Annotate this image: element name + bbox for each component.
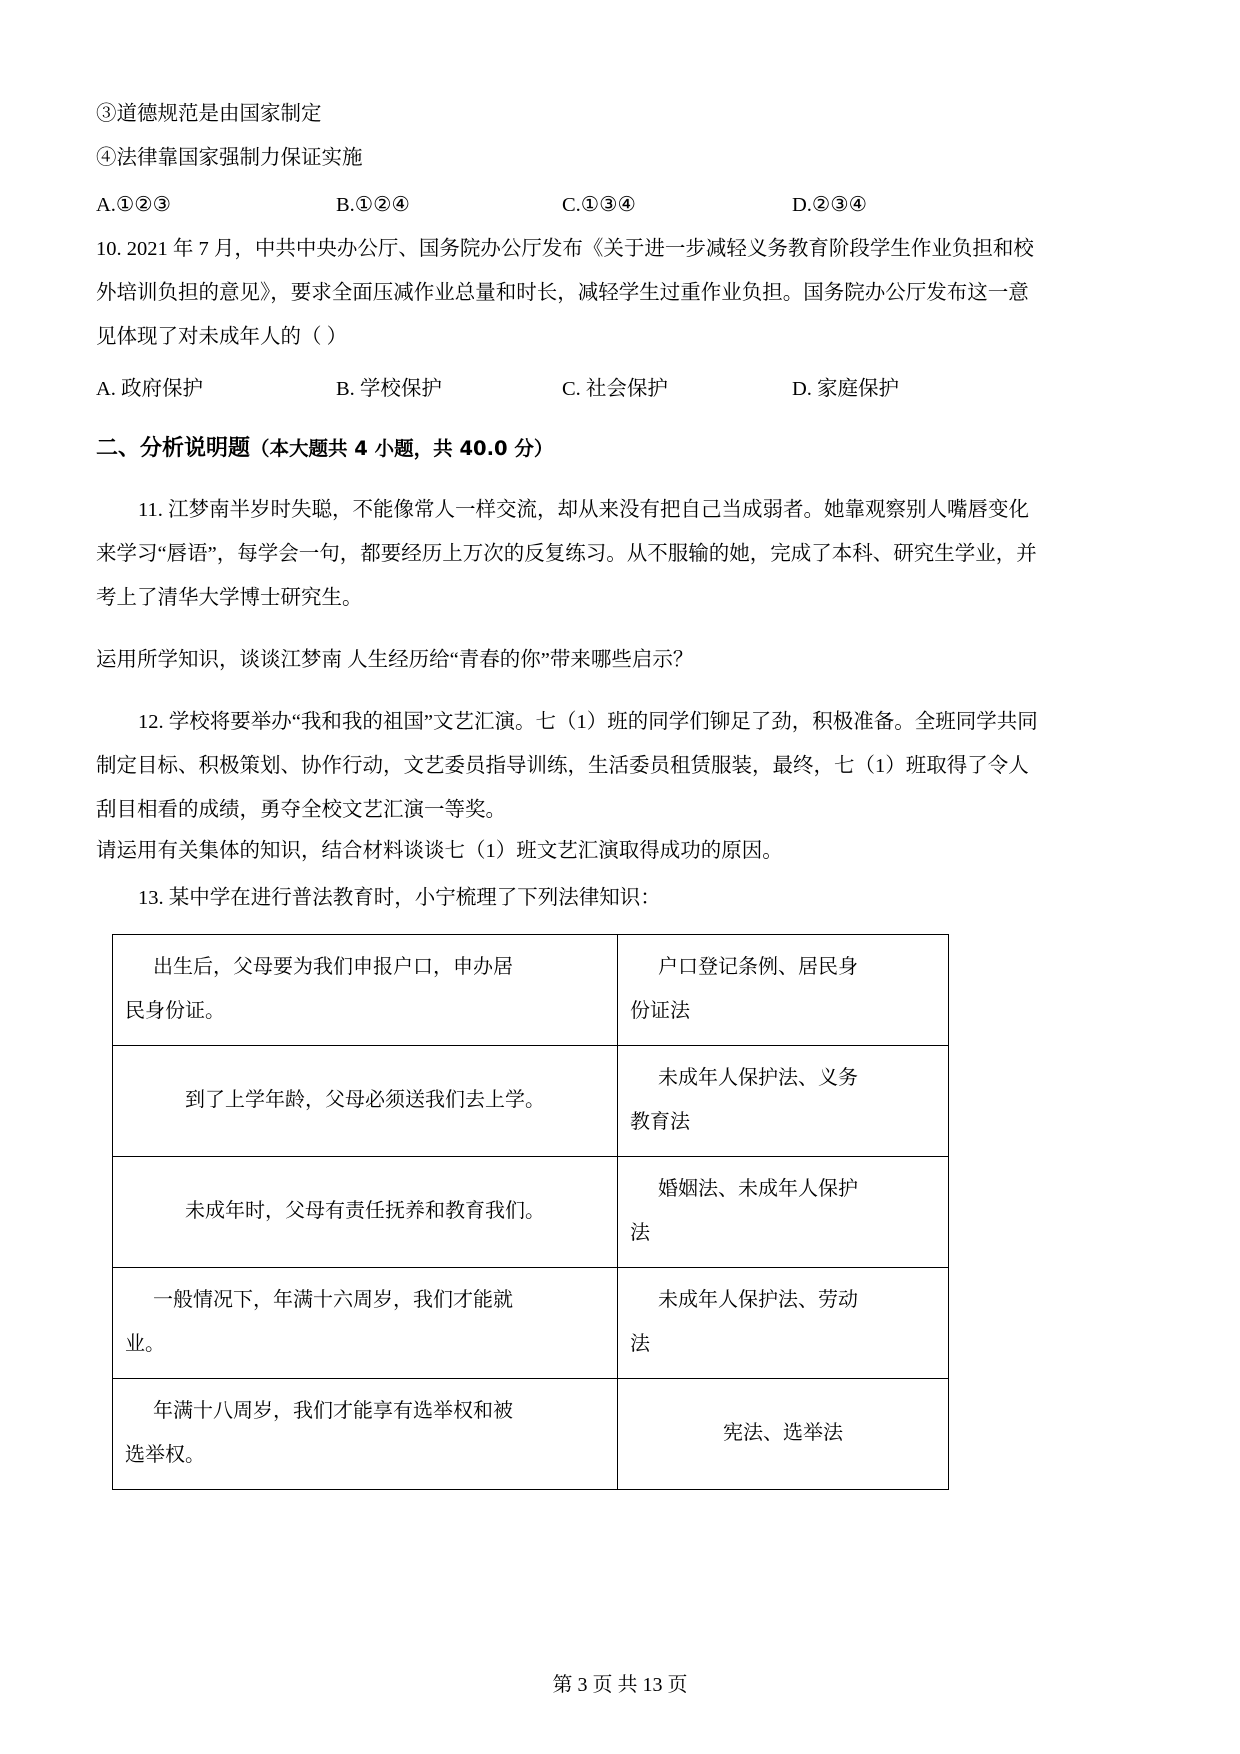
table-cell-situation (113, 935, 618, 1046)
q10-option-c[interactable]: C. 社会保护 (562, 378, 668, 400)
q10-options (96, 371, 1048, 401)
q10-option-d[interactable]: D. 家庭保护 (792, 378, 900, 400)
cell-line-2: 民身份证。 (125, 1000, 225, 1022)
q10-line-3: 见体现了对未成年人的（ ） (96, 326, 348, 348)
q11-line-3: 考上了清华大学博士研究生。 (96, 587, 363, 609)
cell-line-2: 选举权。 (125, 1444, 205, 1466)
cell-line-2: 业。 (125, 1333, 165, 1355)
q10-line-1: 10. 2021 年 7 月，中共中央办公厅、国务院办公厅发布《关于进一步减轻义务教育阶段学生作业负担和校 (96, 238, 1034, 260)
q11-line-2: 来学习“唇语”，每学会一句，都要经历上万次的反复练习。从不服输的她，完成了本科、研究生学业，并 (96, 543, 1037, 565)
table-row (113, 1268, 949, 1379)
q12-prompt: 请运用有关集体的知识，结合材料谈谈七（1）班文艺汇演取得成功的原因。 (96, 840, 783, 862)
question-13 (96, 876, 1048, 1490)
cell-line-2: 法 (630, 1222, 650, 1244)
table-cell-situation (113, 1268, 618, 1379)
cell-line-2: 教育法 (630, 1111, 690, 1133)
table-row (113, 1046, 949, 1157)
page-content (96, 92, 1048, 1496)
cell-line-1: 未成年人保护法、劳动 (658, 1289, 858, 1311)
table-row (113, 935, 949, 1046)
cell-line-1: 年满十八周岁，我们才能享有选举权和被 (153, 1400, 513, 1422)
cell-line-2: 份证法 (630, 1000, 690, 1022)
table-cell-law (618, 935, 949, 1046)
question-9-tail (96, 92, 1048, 217)
q13-stem: 13. 某中学在进行普法教育时，小宁梳理了下列法律知识： (138, 887, 661, 909)
table-cell-law (618, 1379, 949, 1490)
question-10 (96, 227, 1048, 401)
cell-line-1: 宪法、选举法 (723, 1422, 843, 1444)
question-12 (96, 700, 1048, 870)
table-cell-law (618, 1046, 949, 1157)
cell-line-1: 婚姻法、未成年人保护 (658, 1178, 858, 1200)
q12-line-3: 刮目相看的成绩，勇夺全校文艺汇演一等奖。 (96, 799, 506, 821)
section-heading-meta: （本大题共 4 小题，共 40.0 分） (250, 437, 554, 460)
cell-line-1: 一般情况下，年满十六周岁，我们才能就 (153, 1289, 513, 1311)
q12-line-1: 12. 学校将要举办“我和我的祖国”文艺汇演。七（1）班的同学们铆足了劲，积极准备。全班同学共同 (138, 711, 1038, 733)
table-cell-situation (113, 1379, 618, 1490)
q11-line-1: 11. 江梦南半岁时失聪，不能像常人一样交流，却从来没有把自己当成弱者。她靠观察别人嘴唇变化 (138, 499, 1029, 521)
table-cell-situation (113, 1046, 618, 1157)
q9-option-c[interactable]: C.①③④ (562, 194, 636, 216)
q12-line-2: 制定目标、积极策划、协作行动，文艺委员指导训练，生活委员租赁服装，最终，七（1）班取得了令人 (96, 755, 1029, 777)
table-row (113, 1157, 949, 1268)
q9-item-3: ③道德规范是由国家制定 (96, 103, 322, 125)
q9-option-b[interactable]: B.①②④ (336, 194, 410, 216)
cell-line-1: 出生后，父母要为我们申报户口，申办居 (153, 956, 513, 978)
q10-line-2: 外培训负担的意见》，要求全面压减作业总量和时长，减轻学生过重作业负担。国务院办公厅发布这一意 (96, 282, 1029, 304)
table-cell-law (618, 1268, 949, 1379)
cell-line-1: 未成年时，父母有责任抚养和教育我们。 (185, 1200, 545, 1222)
cell-line-1: 户口登记条例、居民身 (658, 956, 858, 978)
section-heading-2 (96, 431, 1048, 462)
table-cell-law (618, 1157, 949, 1268)
q9-item-4: ④法律靠国家强制力保证实施 (96, 147, 363, 169)
table-cell-situation (113, 1157, 618, 1268)
q9-option-d[interactable]: D.②③④ (792, 194, 868, 216)
page-footer (0, 1668, 1240, 1697)
q11-prompt: 运用所学知识，谈谈江梦南 人生经历给“青春的你”带来哪些启示？ (96, 649, 694, 671)
q9-options (96, 192, 1048, 217)
table-row (113, 1379, 949, 1490)
cell-line-2: 法 (630, 1333, 650, 1355)
q9-option-a[interactable]: A.①②③ (96, 194, 172, 216)
page-footer-text: 第 3 页 共 13 页 (552, 1674, 688, 1696)
question-11 (96, 488, 1048, 682)
section-heading-title: 二、分析说明题 (96, 436, 251, 461)
q10-option-a[interactable]: A. 政府保护 (96, 378, 204, 400)
cell-line-1: 未成年人保护法、义务 (658, 1067, 858, 1089)
law-knowledge-table (112, 934, 949, 1490)
cell-line-1: 到了上学年龄，父母必须送我们去上学。 (185, 1089, 545, 1111)
q10-option-b[interactable]: B. 学校保护 (336, 378, 442, 400)
